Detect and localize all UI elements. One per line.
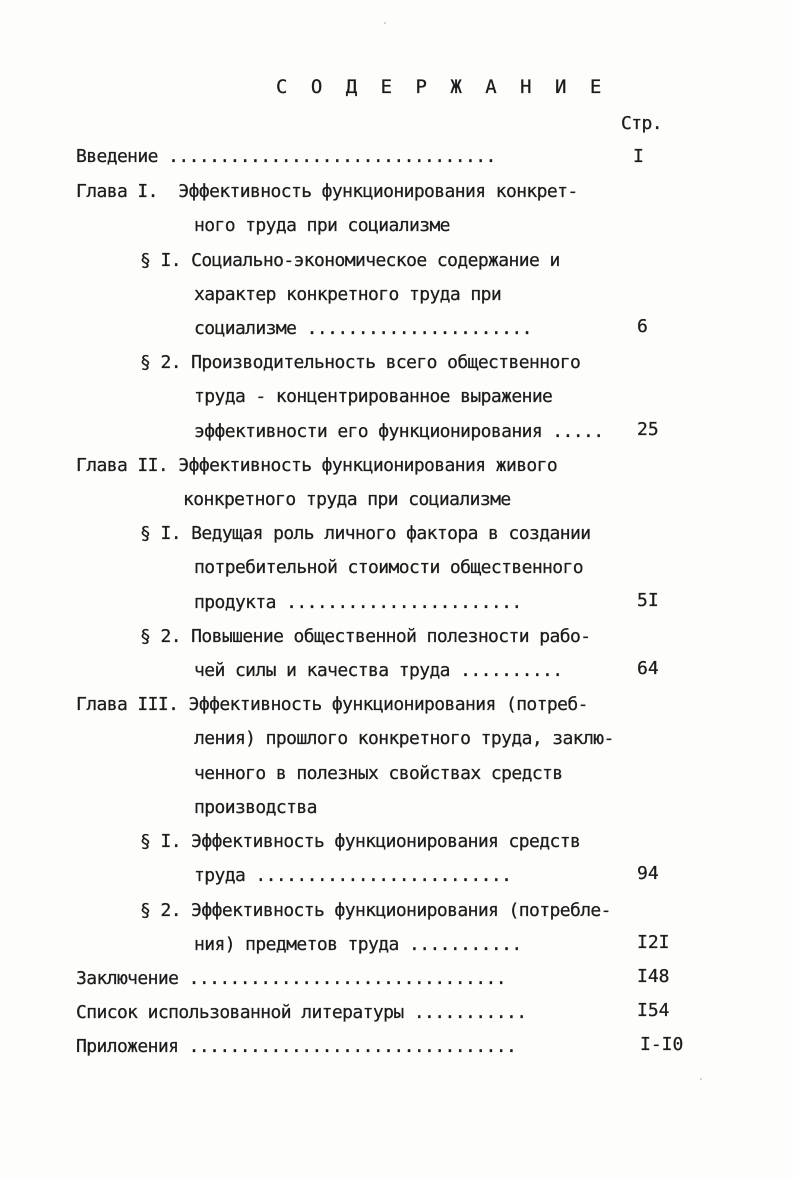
- toc-section-2-1: § I. Ведущая роль личного фактора в создании: [140, 523, 591, 544]
- toc-chapter-1-cont: ного труда при социализме: [194, 215, 450, 236]
- toc-section-2-1-cont: потребительной стоимости общественного: [194, 557, 584, 578]
- page-number: I: [633, 146, 644, 167]
- toc-entry-appendices: Приложения ................................: [76, 1036, 517, 1057]
- page-number: 6: [637, 316, 648, 337]
- paper-speck: [384, 22, 386, 24]
- toc-section-1-1-cont: характер конкретного труда при: [194, 284, 502, 305]
- toc-section-1-1-cont: социализме ......................: [194, 318, 532, 339]
- toc-entry-intro: Введение ................................: [76, 146, 496, 167]
- toc-chapter-3-cont: ченного в полезных свойствах средств: [194, 763, 563, 784]
- page-number: I-I0: [640, 1034, 684, 1055]
- toc-section-3-2-cont: ния) предметов труда ...........: [194, 934, 522, 955]
- toc-entry-conclusion: Заключение ...............................: [76, 968, 506, 989]
- toc-chapter-3-cont: ления) прошлого конкретного труда, заклю-: [194, 728, 614, 749]
- page-number: I2I: [637, 932, 670, 953]
- toc-section-2-2: § 2. Повышение общественной полезности рабо-: [140, 626, 591, 647]
- toc-title: С О Д Е Р Ж А Н И Е: [276, 76, 608, 98]
- toc-section-1-2: § 2. Производительность всего общественного: [140, 352, 581, 373]
- toc-chapter-3-cont: производства: [194, 797, 317, 818]
- page-number: I54: [637, 1000, 670, 1021]
- toc-section-1-1: § I. Социально-экономическое содержание и: [140, 250, 560, 271]
- toc-section-1-2-cont: эффективности его функционирования .....: [194, 421, 604, 442]
- toc-chapter-2: Глава II. Эффективность функционирования живого: [76, 455, 558, 476]
- page-number: 25: [637, 419, 659, 440]
- page-number: 5I: [637, 590, 659, 611]
- toc-section-2-2-cont: чей силы и качества труда ..........: [194, 660, 563, 681]
- toc-chapter-2-cont: конкретного труда при социализме: [183, 489, 511, 510]
- toc-section-1-2-cont: труда - концентрированное выражение: [194, 386, 553, 407]
- page-number: 94: [637, 863, 659, 884]
- page-number: I48: [637, 966, 670, 987]
- toc-chapter-3: Глава III. Эффективность функционирования (потреб-: [76, 694, 588, 715]
- toc-section-3-1-cont: труда .........................: [194, 865, 512, 886]
- toc-entry-bibliography: Список использованной литературы ...........: [76, 1002, 527, 1023]
- page-column-label: Стр.: [621, 113, 662, 134]
- paper-speck: [700, 1078, 702, 1080]
- page-number: 64: [637, 658, 659, 679]
- toc-chapter-1: Глава I. Эффективность функционирования конкрет-: [76, 181, 578, 202]
- toc-section-3-1: § I. Эффективность функционирования средств: [140, 831, 581, 852]
- toc-section-3-2: § 2. Эффективность функционирования (потребле-: [140, 900, 611, 921]
- toc-section-2-1-cont: продукта .......................: [194, 592, 522, 613]
